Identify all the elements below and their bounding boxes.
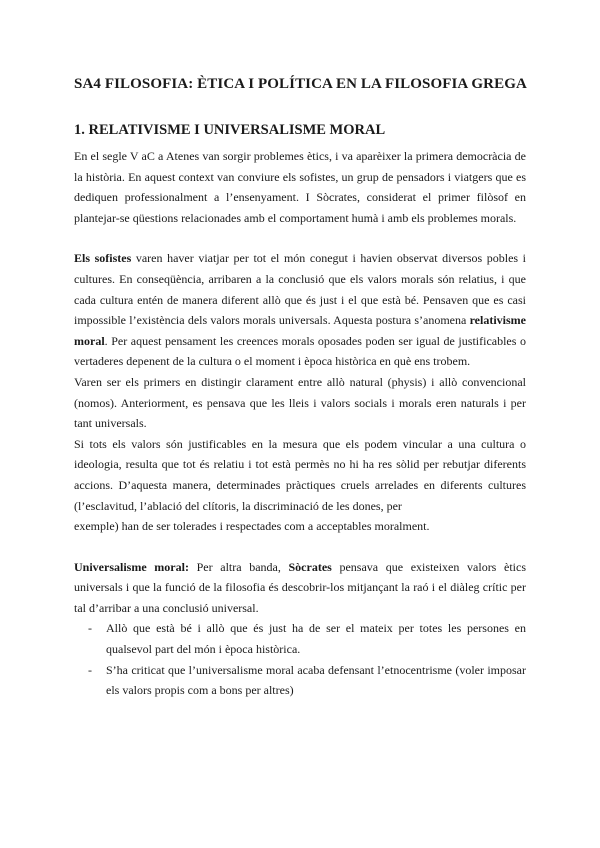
bullet-marker: - <box>88 662 92 677</box>
justifiable-continuation: exemple) han de ser tolerades i respectades com a acceptables moralment. <box>74 519 430 534</box>
bullet-list <box>74 618 526 700</box>
socrates-name: Sòcrates <box>288 559 332 574</box>
section-heading: 1. RELATIVISME I UNIVERSALISME MORAL <box>74 122 386 138</box>
universalisme-text-b: pensava que existeixen valors ètics universals i que la funció de la filosofia és descobrir-los mitjançant la raó i el diàleg crític per tal d’arribar a una conclusió universal. <box>74 559 526 615</box>
paragraph-gap <box>74 228 526 248</box>
document-title: SA4 FILOSOFIA: ÈTICA I POLÍTICA EN LA FILOSOFIA GREGA <box>74 76 527 92</box>
universalisme-text-a: Per altra banda, <box>188 559 289 574</box>
relativisme-term: relativisme moral <box>74 313 526 348</box>
universalisme-lead: Universalisme moral: <box>74 559 189 574</box>
list-item-text: Allò que està bé i allò que és just ha de ser el mateix per totes les persones en qualsevol part del món i època històrica. <box>106 621 526 657</box>
justifiable-paragraph: Si tots els valors són justificables en la mesura que els podem vincular a una cultura o ideologia, resulta que tot és relatiu i tot està permès no hi ha res sòlid per rebutjar diferents accions. D’aquesta manera, determinades pràctiques cruels arrelades en diferents cultures (l’esclavitud, l’ablació del clítoris, la discriminació de les dones, per <box>74 436 526 513</box>
universalisme-paragraph <box>74 557 526 619</box>
sofistes-lead: Els sofistes <box>74 251 132 266</box>
sofistes-paragraph <box>74 248 526 372</box>
list-item <box>74 618 526 659</box>
paragraph-gap-2 <box>74 537 526 557</box>
sofistes-text-b: . Per aquest pensament les creences morals oposades poden ser igual de justificables o vertaderes depenent de la cultura o el moment i època històrica en què ens trobem. <box>74 333 526 369</box>
list-item-text: S’ha criticat que l’universalisme moral acaba defensant l’etnocentrisme (voler imposar els valors propis com a bons per altres) <box>106 662 526 698</box>
bullet-marker: - <box>88 621 92 636</box>
physis-paragraph: Varen ser els primers en distingir clarament entre allò natural (physis) i allò convencional (nomos). Anteriorment, es pensava que les lleis i valors socials i morals eren naturals i per tant universals. <box>74 374 526 431</box>
intro-paragraph: En el segle V aC a Atenes van sorgir problemes ètics, i va aparèixer la primera democràcia de la història. En aquest context van conviure els sofistes, un grup de pensadors i viatgers que es dediquen professionalment a l’ensenyament. I Sòcrates, considerat el primer filòsof en plantejar-se qüestions relacionades amb el comportament humà i amb els problemes morals. <box>74 149 526 225</box>
list-item <box>74 660 526 701</box>
sofistes-text-a: varen haver viatjar per tot el món conegut i havien observat diversos pobles i cultures. En conseqüència, arribaren a la conclusió que els valors morals són relatius, i que cada cultura entén de manera diferent allò que és just i el que està bé. Pensaven que es casi impossible l’existència dels valors morals universals. Aquesta postura s’anomena <box>74 251 526 328</box>
